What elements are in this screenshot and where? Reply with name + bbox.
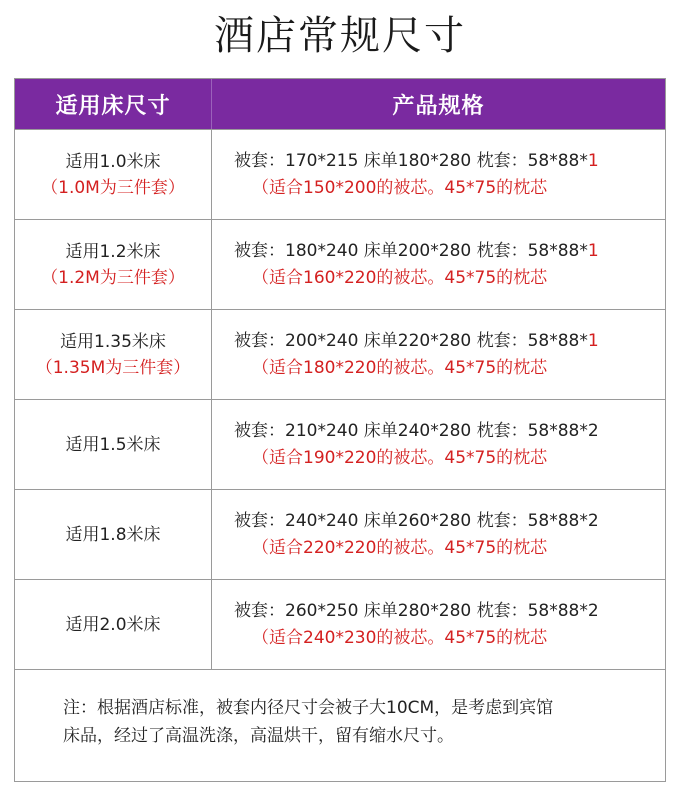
spec-cell xyxy=(212,130,665,219)
page-title: 酒店常规尺寸 xyxy=(214,13,466,59)
spec-line xyxy=(234,508,665,535)
bed-size: 适用2.0米床 xyxy=(65,614,161,635)
core-note: （适合190*220的被芯。45*75的枕芯 xyxy=(252,447,548,468)
bed-size-note: （1.35M为三件套） xyxy=(35,357,191,378)
header-product-spec: 产品规格 xyxy=(392,93,485,119)
size-table xyxy=(14,78,666,782)
bed-size: 适用1.5米床 xyxy=(65,434,161,455)
spec-line xyxy=(234,148,665,175)
bed-size-note: （1.0M为三件套） xyxy=(41,177,185,198)
core-note: （适合240*230的被芯。45*75的枕芯 xyxy=(252,627,548,648)
bed-size: 适用1.2米床 xyxy=(65,241,161,262)
table-row xyxy=(15,399,665,489)
spec-cell xyxy=(212,220,665,309)
pillow-count: 1 xyxy=(587,330,599,351)
table-row xyxy=(15,129,665,219)
spec-cell xyxy=(212,400,665,489)
spec-line xyxy=(234,328,665,355)
core-note: （适合150*200的被芯。45*75的枕芯 xyxy=(252,177,548,198)
spec-text: 被套：180*240 床单200*280 枕套：58*88* xyxy=(234,240,588,261)
pillow-count: 1 xyxy=(587,150,599,171)
bed-size: 适用1.35米床 xyxy=(60,331,166,352)
spec-cell xyxy=(212,580,665,669)
bed-size: 适用1.8米床 xyxy=(65,524,161,545)
bed-size-cell xyxy=(15,310,212,399)
core-note: （适合220*220的被芯。45*75的枕芯 xyxy=(252,537,548,558)
table-header xyxy=(15,79,665,129)
spec-text: 被套：200*240 床单220*280 枕套：58*88* xyxy=(234,330,588,351)
bed-size-cell xyxy=(15,490,212,579)
spec-text: 被套：260*250 床单280*280 枕套：58*88*2 xyxy=(234,600,599,621)
spec-text: 被套：170*215 床单180*280 枕套：58*88* xyxy=(234,150,588,171)
spec-line xyxy=(234,418,665,445)
footnote xyxy=(15,669,665,775)
bed-size-note: （1.2M为三件套） xyxy=(41,267,185,288)
table-row xyxy=(15,309,665,399)
spec-text: 被套：240*240 床单260*280 枕套：58*88*2 xyxy=(234,510,599,531)
table-row xyxy=(15,489,665,579)
spec-line xyxy=(234,598,665,625)
bed-size-cell xyxy=(15,130,212,219)
footnote-line-2: 床品，经过了高温洗涤，高温烘干，留有缩水尺寸。 xyxy=(63,726,454,746)
spec-cell xyxy=(212,310,665,399)
core-note: （适合180*220的被芯。45*75的枕芯 xyxy=(252,357,548,378)
table-row xyxy=(15,219,665,309)
footnote-line-1: 注：根据酒店标准，被套内径尺寸会被子大10CM，是考虑到宾馆 xyxy=(63,698,554,718)
pillow-count: 1 xyxy=(587,240,599,261)
bed-size-cell xyxy=(15,220,212,309)
header-bed-size: 适用床尺寸 xyxy=(15,79,212,129)
bed-size: 适用1.0米床 xyxy=(65,151,161,172)
core-note: （适合160*220的被芯。45*75的枕芯 xyxy=(252,267,548,288)
bed-size-cell xyxy=(15,400,212,489)
table-row xyxy=(15,579,665,669)
spec-cell xyxy=(212,490,665,579)
bed-size-cell xyxy=(15,580,212,669)
spec-line xyxy=(234,238,665,265)
spec-text: 被套：210*240 床单240*280 枕套：58*88*2 xyxy=(234,420,599,441)
